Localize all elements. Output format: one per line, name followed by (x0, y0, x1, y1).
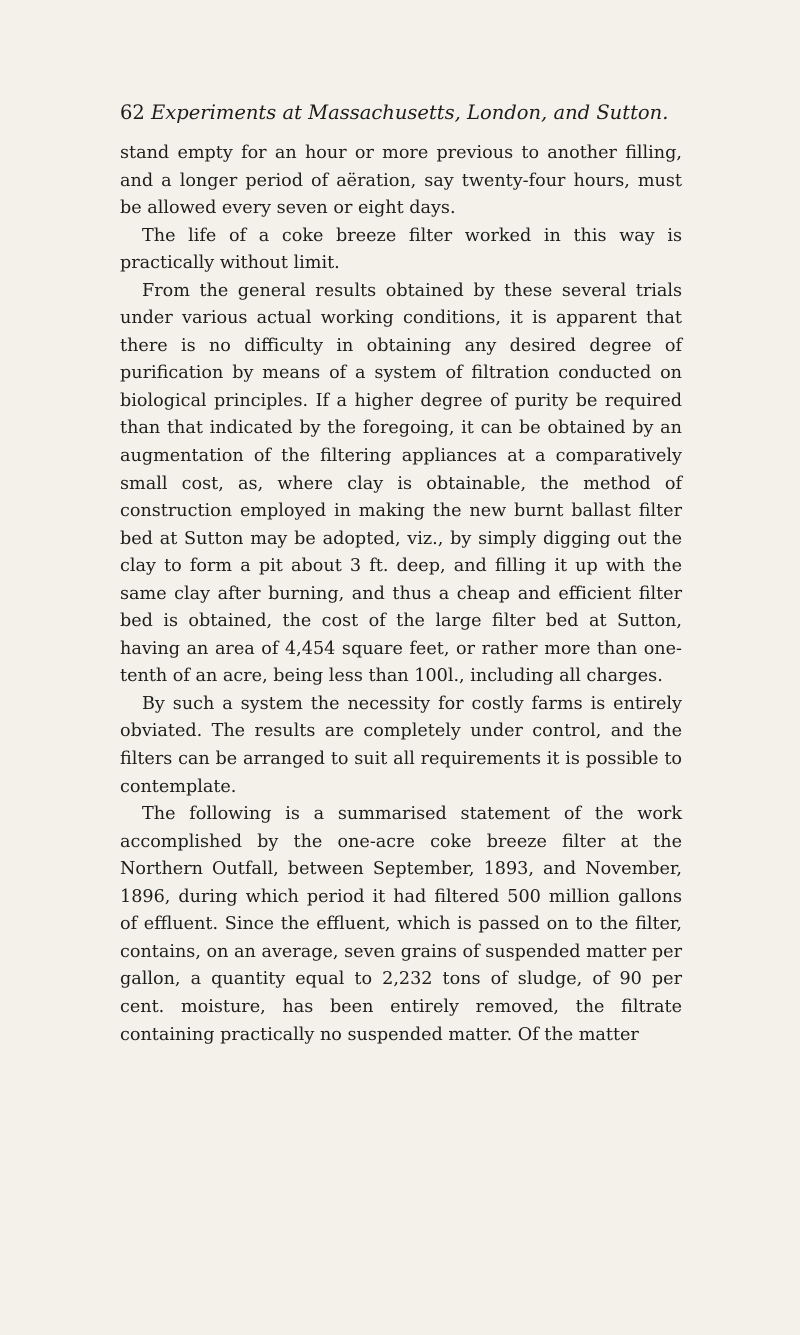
paragraph-continued: stand empty for an hour or more previous to another filling, and a longer period of aëration, say twenty-four hours, must be allowed every seven or eight days. (120, 143, 682, 219)
paragraph: The life of a coke breeze filter worked in this way is practically without limit. (120, 225, 682, 274)
paragraph: By such a system the necessity for costly farms is entirely obviated. The results are completely under control, and the filters can be arranged to suit all requirements it is possible to contemplate. (120, 693, 682, 797)
page-number: 62 (120, 101, 145, 124)
paragraph: The following is a summarised statement of the work accomplished by the one-acre coke breeze filter at the Northern Outfall, between September, 1893, and November, 1896, during which period it had filtered 500 million gallons of effluent. Since the effluent, which is passed on to the filter, contains, on an average, seven grains of suspended matter per gallon, a quantity equal to 2,232 tons of sludge, of 90 per cent. moisture, has been entirely removed, the filtrate containing practically no suspended matter. Of the matter (120, 804, 682, 1045)
running-title: Experiments at Massachusetts, London, and Sutton. (151, 101, 669, 124)
paragraph: From the general results obtained by these several trials under various actual working conditions, it is apparent that there is no difficulty in obtaining any desired degree of purification by means of a system of filtration conducted on biological principles. If a higher degree of purity be required than that indicated by the foregoing, it can be obtained by an augmentation of the filtering appliances at a comparatively small cost, as, where clay is obtainable, the method of construction employed in making the new burnt ballast filter bed at Sutton may be adopted, viz., by simply digging out the clay to form a pit about 3 ft. deep, and filling it up with the same clay after burning, and thus a cheap and efficient filter bed is obtained, the cost of the large filter bed at Sutton, having an area of 4,454 square feet, or rather more than one-tenth of an acre, being less than 100l., including all charges. (120, 280, 682, 687)
page-header (120, 99, 700, 127)
body-text (120, 140, 682, 1049)
